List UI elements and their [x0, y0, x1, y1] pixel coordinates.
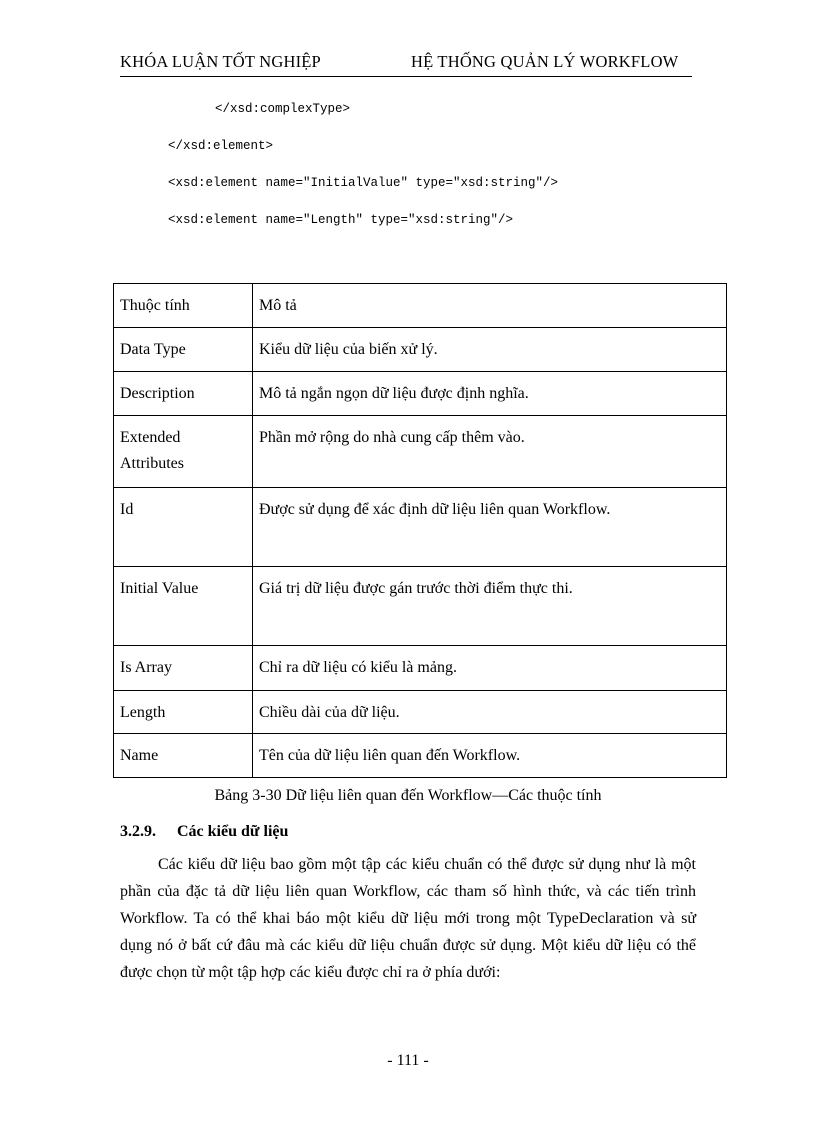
- section-number: 3.2.9.: [120, 823, 156, 840]
- table-cell-attribute: Extended Attributes: [114, 416, 253, 488]
- header-left-title: KHÓA LUẬN TỐT NGHIỆP: [120, 52, 321, 71]
- body-paragraph: Các kiểu dữ liệu bao gồm một tập các kiểu chuẩn có thể được sử dụng như là một phần của đặc tả dữ liệu liên quan Workflow, các tham số hình thức, và các tiến trình Workflow. Ta có thể khai báo một kiểu dữ liệu mới trong một TypeDeclaration và sử dụng nó ở bất cứ đâu mà các kiểu dữ liệu chuẩn được sử dụng. Một kiểu dữ liệu có thể được chọn từ một tập hợp các kiểu được chỉ ra ở phía dưới:: [120, 856, 696, 981]
- table-row: [114, 416, 727, 488]
- table-row: [114, 488, 727, 567]
- table-cell-description: Được sử dụng để xác định dữ liệu liên quan Workflow.: [253, 488, 727, 567]
- code-line: <xsd:element name="Length" type="xsd:string"/>: [168, 213, 514, 227]
- table-cell-attribute: Length: [114, 691, 253, 734]
- table-cell-description: Kiểu dữ liệu của biến xử lý.: [253, 328, 727, 372]
- table-row: [114, 691, 727, 734]
- table-cell-attribute: Description: [114, 372, 253, 416]
- table-header-cell: Thuộc tính: [114, 284, 253, 328]
- table-cell-description: Mô tả ngắn ngọn dữ liệu được định nghĩa.: [253, 372, 727, 416]
- section-heading: [120, 823, 288, 841]
- code-line: </xsd:complexType>: [215, 102, 351, 116]
- table-row: [114, 567, 727, 646]
- page-number: - 111 -: [387, 1052, 429, 1069]
- table-header-row: [114, 284, 727, 328]
- attributes-table: [113, 283, 727, 778]
- table-cell-attribute: Data Type: [114, 328, 253, 372]
- table-cell-description: Giá trị dữ liệu được gán trước thời điểm thực thi.: [253, 567, 727, 646]
- table-cell-attribute: Id: [114, 488, 253, 567]
- table-cell-attribute: Is Array: [114, 646, 253, 691]
- section-title: Các kiểu dữ liệu: [177, 823, 289, 840]
- table-row: [114, 372, 727, 416]
- page-header: [120, 50, 692, 77]
- table-header-cell: Mô tả: [253, 284, 727, 328]
- table-row: [114, 646, 727, 691]
- table-cell-description: Phần mở rộng do nhà cung cấp thêm vào.: [253, 416, 727, 488]
- table-cell-attribute: Initial Value: [114, 567, 253, 646]
- table-cell-description: Chiều dài của dữ liệu.: [253, 691, 727, 734]
- table-cell-description: Tên của dữ liệu liên quan đến Workflow.: [253, 734, 727, 778]
- table-row: [114, 328, 727, 372]
- table-cell-attribute: Name: [114, 734, 253, 778]
- table-row: [114, 734, 727, 778]
- table-caption: Bảng 3-30 Dữ liệu liên quan đến Workflow—Các thuộc tính: [214, 787, 602, 804]
- code-line: <xsd:element name="InitialValue" type="xsd:string"/>: [168, 176, 559, 190]
- code-line: </xsd:element>: [168, 139, 274, 153]
- header-right-title: HỆ THỐNG QUẢN LÝ WORKFLOW: [411, 52, 679, 71]
- table-cell-description: Chỉ ra dữ liệu có kiểu là mảng.: [253, 646, 727, 691]
